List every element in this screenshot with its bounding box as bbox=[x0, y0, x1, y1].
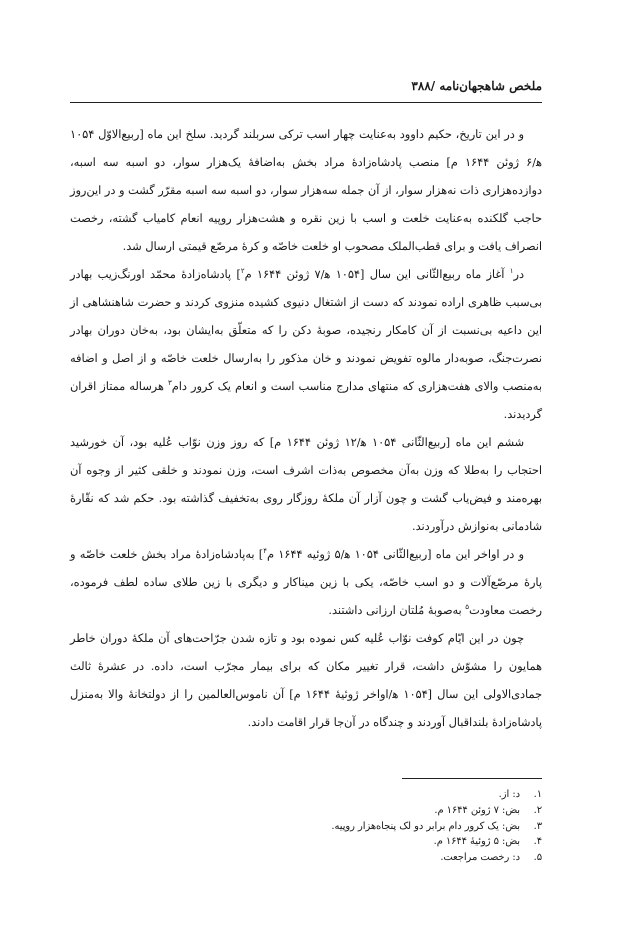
paragraph-4 bbox=[70, 541, 542, 625]
paragraph-1: و در این تاریخ، حکیم داوود به‌عنایت چهار اسب ترکی سربلند گردید. سلخ این ماه [ربیع‌الاوّل ۱۰۵۴ ه‍/۶ ژوئن ۱۶۴۴ م] منصب پادشاه‌زادهٔ مراد بخش به‌اضافهٔ یک‌هزار سوار، دو اسبه سه اسبه، دوازده‌هزاری ذات نه‌هزار سوار، از آن جمله سه‌هزار سوار، دو اسبه سه اسبه مقرّر گشت و در این‌روز حاجب گلکنده به‌عنایت خلعت و اسب با زین نقره و هشت‌هزار روپیه انعام کامیاب گشته، رخصت انصراف یافت و برای قطب‌الملک مصحوب او خلعت خاصّه و کرهٔ مرصّع قیمتی ارسال شد. bbox=[70, 128, 542, 253]
footnote-number: ۱. bbox=[533, 789, 542, 800]
footnote-ref-2: ۲ bbox=[240, 267, 245, 276]
footnote-number: ۴. bbox=[533, 836, 542, 848]
footnote-text: بض: ۵ ژوئیهٔ ۱۶۴۴ م. bbox=[433, 836, 520, 848]
footnote-ref-5: ۵ bbox=[465, 603, 470, 612]
footnote-ref-4: ۴ bbox=[263, 547, 267, 556]
footnote-4 bbox=[70, 834, 542, 850]
footnote-number: ۲. bbox=[533, 804, 542, 816]
main-text bbox=[70, 121, 542, 737]
footnote-1 bbox=[70, 787, 542, 803]
footnote-text: بض: یک کرور دام برابر دو لک پنجاه‌هزار روپیه. bbox=[331, 820, 520, 832]
paragraph-2-end: هرساله ممتاز اقران گردیدند. bbox=[70, 380, 542, 421]
paragraph-2-start: در bbox=[513, 268, 525, 281]
footnote-5 bbox=[70, 850, 542, 866]
footnote-divider bbox=[402, 778, 542, 779]
paragraph-2 bbox=[70, 261, 542, 429]
running-header: ملخص شاهجهان‌نامه /۳۸۸ bbox=[411, 79, 542, 93]
paragraph-5: چون در این ایّام کوفت نوّاب عُلیه کس نموده بود و تازه شدن جرّاحت‌های آن ملکهٔ دوران خاطر همایون را مشوّش داشت، قرار تغییر مکان که برای بیمار مجرّب است، داده. در عشرهٔ ثالث جمادی‌الاولی این سال [۱۰۵۴ ه‍/اواخر ژوئیهٔ ۱۶۴۴ م] آن ناموس‌العالمین را از دولتخانهٔ والا به‌منزل پادشاه‌زادهٔ بلنداقبال آوردند و چندگاه در آن‌جا قرار اقامت دادند. bbox=[70, 632, 542, 729]
footnote-number: ۳. bbox=[533, 820, 542, 832]
header-divider bbox=[70, 102, 542, 103]
paragraph-4-end: به‌صوبهٔ مُلتان ارزانی داشتند. bbox=[328, 604, 466, 617]
paragraph-3: ششم این ماه [ربیع‌الثّانی ۱۰۵۴ ه‍/۱۲ ژوئن ۱۶۴۴ م] که روز وزن نوّاب عُلیه بود، آن خورشید احتجاب را به‌طلا که وزن به‌آن مخصوص به‌ذات اشرف است، وزن نمودند و خلقی کثیر از وجوه آن بهره‌مند و فیض‌یاب گشت و چون آزار آن ملکهٔ روزگار روی به‌تخفیف گذاشته بود. حکم شد که نقّارهٔ شادمانی به‌نوازش درآوردند. bbox=[70, 436, 542, 533]
footnote-ref-3: ۳ bbox=[167, 379, 172, 388]
footnote-2 bbox=[70, 803, 542, 819]
paragraph-4-middle: ] به‌پادشاه‌زادهٔ مراد بخش خلعت خاصّه و پارهٔ مرصّع‌آلات و دو اسب خاصّه، یکی با زین میناکار و دیگری با زین طلای ساده لطف فرموده، رخصت معاودت bbox=[70, 548, 542, 617]
paragraph-2-middle: آغاز ماه ربیع‌الثّانی این سال [۱۰۵۴ ه‍/۷ ژوئن ۱۶۴۴ م bbox=[244, 268, 510, 281]
footnotes bbox=[70, 787, 542, 866]
paragraph-4-start: و در اواخر این ماه [ربیع‌الثّانی ۱۰۵۴ ه‍/۵ ژوئیه ۱۶۴۴ م bbox=[266, 548, 524, 561]
paragraph-2-continued: ] پادشاه‌زادهٔ محمّد اورنگ‌زیب بهادر بی‌سبب ظاهری اراده نمودند که دست از اشتغال دنیوی کشیده منزوی کردند و حضرت شاهنشاهی از این داعیه بی‌نسبت از آن کامکار رنجیده، صوبهٔ دکن را که متعلّق به‌ایشان بود، به‌خان دوران بهادر نصرت‌جنگ، صوبه‌دار مالوه تفویض نمودند و خان مذکور را به‌ارسال خلعت خاصّه و از اصل و اضافه به‌منصب والای هفت‌هزاری که منتهای مدارج مناسب است و انعام یک کرور دام bbox=[70, 268, 542, 393]
footnote-ref-1: ۱ bbox=[509, 267, 514, 276]
footnote-number: ۵. bbox=[533, 852, 542, 864]
footnote-text: د: از. bbox=[498, 789, 520, 800]
footnote-text: بض: ۷ ژوئن ۱۶۴۴ م. bbox=[434, 804, 520, 816]
footnote-3 bbox=[70, 819, 542, 835]
footnote-text: د: رخصت مراجعت. bbox=[440, 852, 520, 864]
